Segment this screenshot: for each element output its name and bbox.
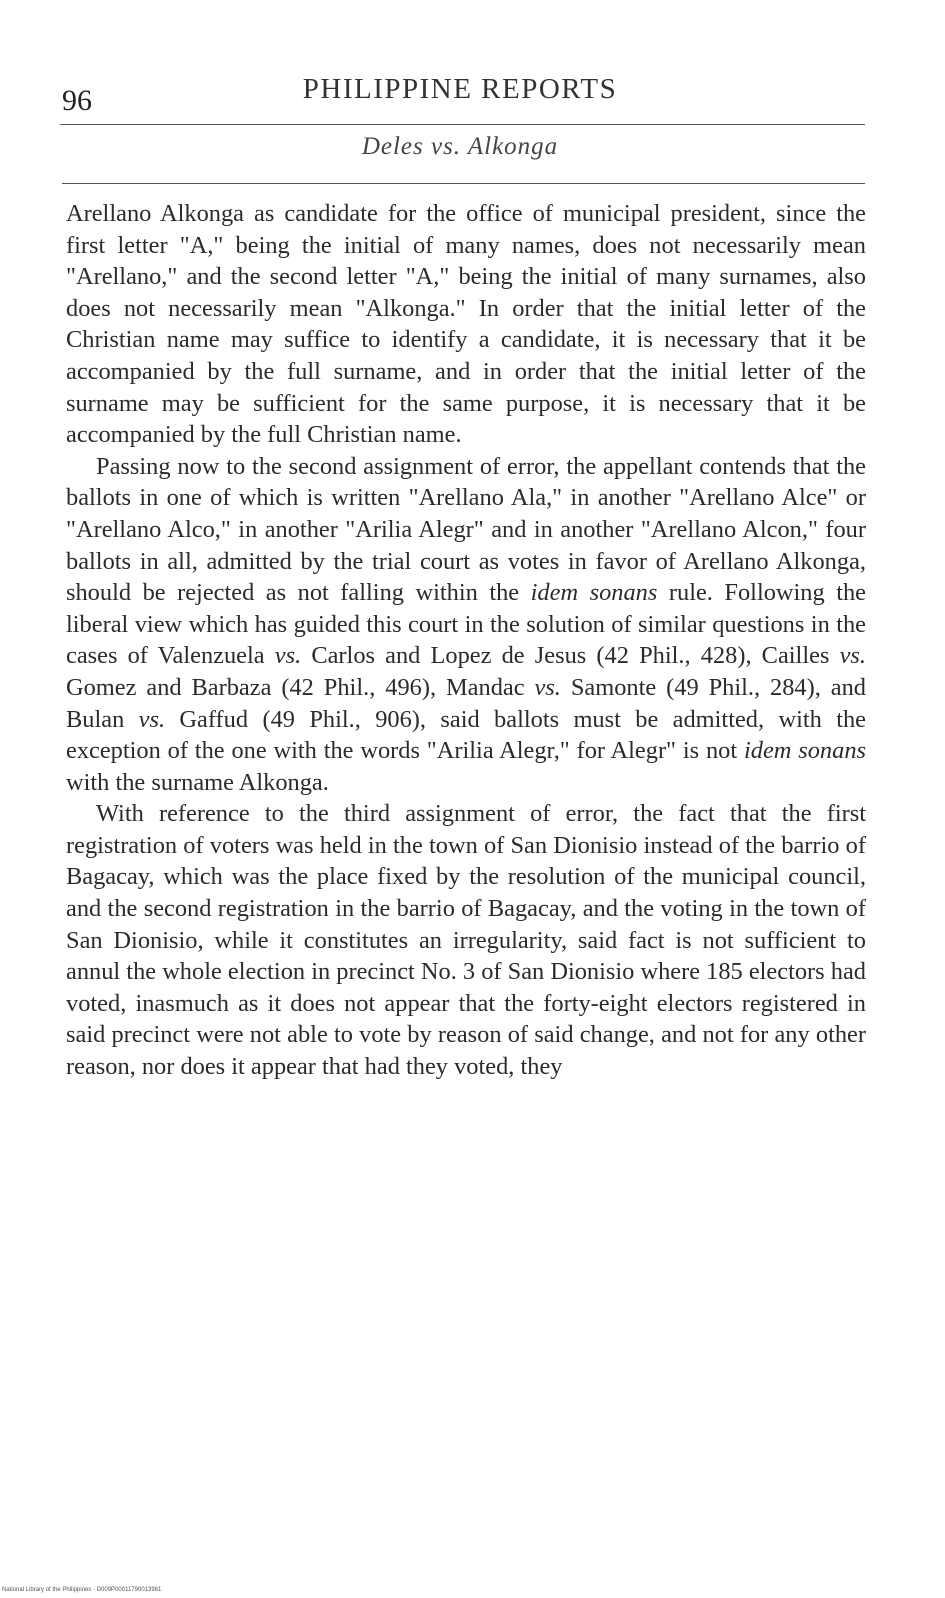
text-run: Passing now to the second assignment of error, the appellant contends that the ballots in one of which is written "Arellano Ala," in another "Arellano Alce" or "Arellano Alco," in another "Arilia Alegr" and in another "Arellano Alcon," four ballots in all, admitted by the trial court as votes in favor of Arellano Alkonga, should be rejected as not falling within the bbox=[66, 452, 866, 607]
italic-term: vs. bbox=[534, 673, 561, 701]
case-caption: Deles vs. Alkonga bbox=[361, 133, 559, 160]
page-number: 96 bbox=[62, 84, 92, 117]
italic-term: idem sonans bbox=[530, 579, 658, 607]
header-rule-bottom bbox=[62, 183, 865, 184]
text-run: Samonte (49 Phil., 284), and Bulan bbox=[66, 673, 866, 733]
paragraph-continuation: Arellano Alkonga as candidate for the office of municipal president, since the first letter "A," being the initial of many names, does not necessarily mean "Arellano," and the second letter "A," being the initial of many surnames, also does not necessarily mean "Alkonga." In order that the initial letter of the Christian name may suffice to identify a candidate, it is necessary that it be accompanied by the full surname, and in order that the initial letter of the surname may be sufficient for the same purpose, it is necessary that it be accompanied by the full Christian name. bbox=[66, 200, 866, 449]
italic-term: idem sonans bbox=[743, 737, 867, 765]
text-run: Carlos and Lopez de Jesus (42 Phil., 428), Cailles bbox=[301, 642, 840, 670]
header-rule-top bbox=[60, 124, 865, 125]
archive-stamp: National Library of the Philippines · D009P00011790013981 bbox=[2, 1587, 162, 1593]
italic-term: vs. bbox=[138, 705, 166, 733]
text-run: with the surname Alkonga. bbox=[66, 768, 329, 796]
body-text bbox=[66, 198, 866, 1083]
italic-term: vs. bbox=[274, 642, 302, 670]
italic-term: vs. bbox=[839, 642, 866, 670]
running-head: PHILIPPINE REPORTS bbox=[302, 73, 618, 105]
text-run: Gomez and Barbaza (42 Phil., 496), Mandac bbox=[66, 673, 535, 701]
text-run: rule. Following the liberal view which has guided this court in the solution of similar questions in the cases of Valenzuela bbox=[66, 579, 867, 670]
text-run: Gaffud (49 Phil., 906), said ballots must be admitted, with the exception of the one with the words "Arilia Alegr," for Alegr" is not bbox=[66, 705, 867, 765]
paragraph-third-assignment: With reference to the third assignment of error, the fact that the first registration of voters was held in the town of San Dionisio instead of the barrio of Bagacay, which was the place fixed by the resolution of the municipal council, and the second registration in the barrio of Bagacay, and the voting in the town of San Dionisio, while it constitutes an irregularity, said fact is not sufficient to annul the whole election in precinct No. 3 of San Dionisio where 185 electors had voted, inasmuch as it does not appear that the forty-eight electors registered in said precinct were not able to vote by reason of said change, and not for any other reason, nor does it appear that had they voted, they bbox=[66, 800, 866, 1081]
paragraph-second-assignment bbox=[66, 451, 866, 799]
